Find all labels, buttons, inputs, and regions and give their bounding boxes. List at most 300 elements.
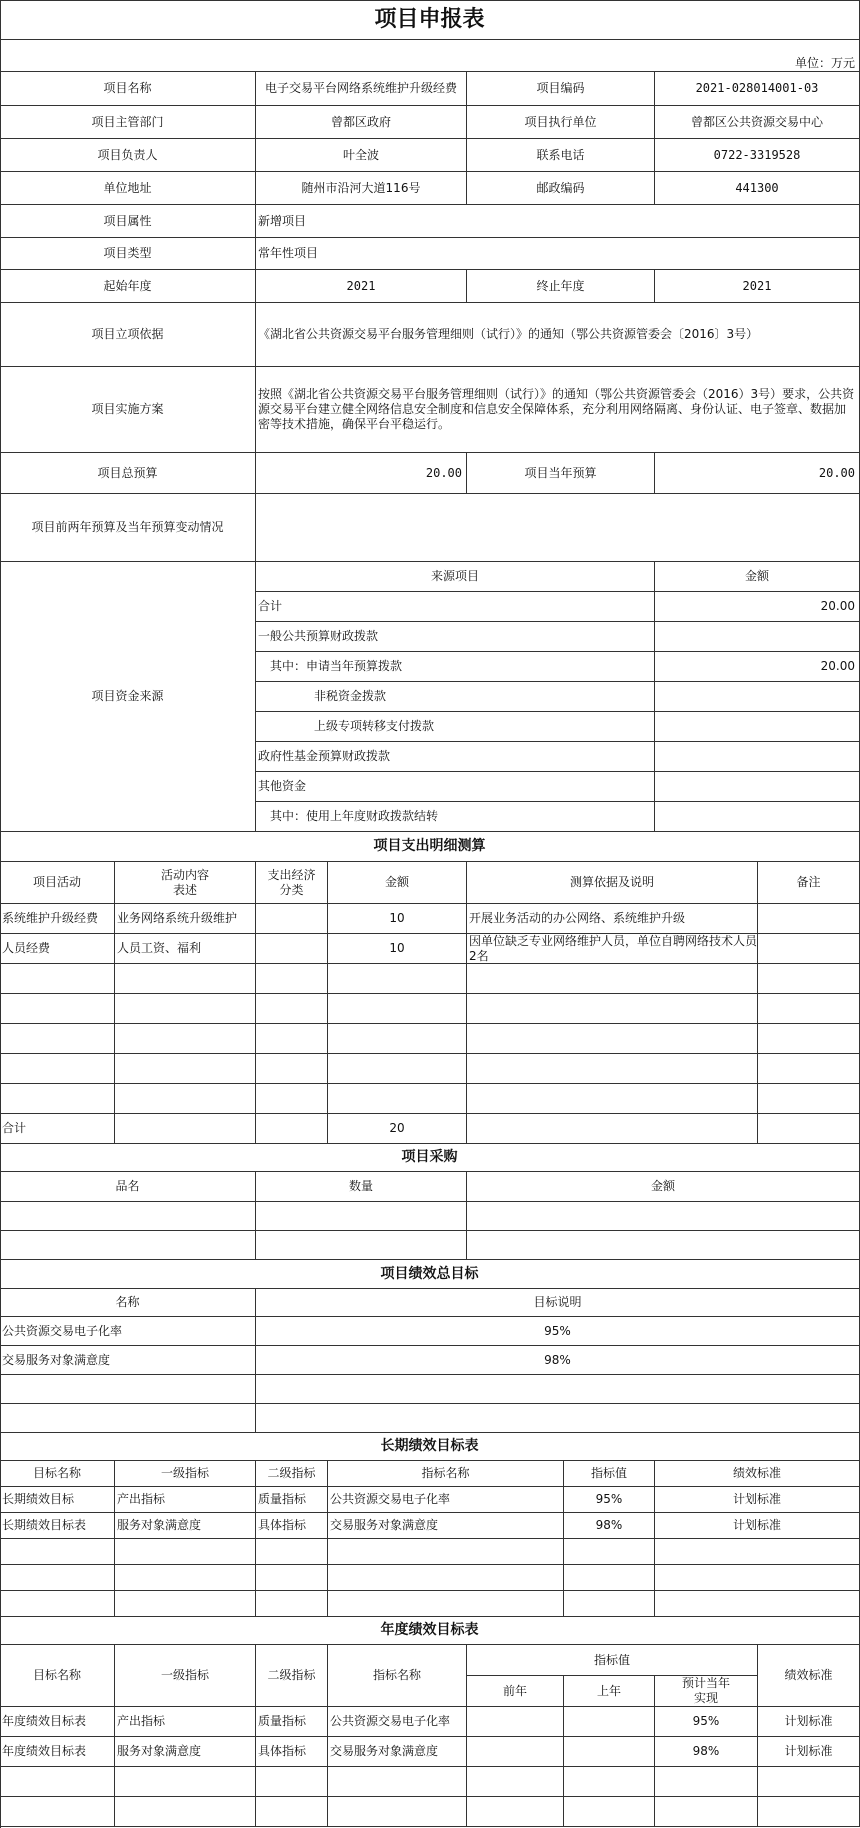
procurement-header-text: 数量 bbox=[348, 1179, 373, 1193]
expense-empty-cell bbox=[467, 994, 758, 1024]
field-value-plan bbox=[256, 367, 860, 453]
funding-row-name-text: 合计 bbox=[258, 599, 283, 613]
long-term-empty-cell bbox=[115, 1565, 256, 1591]
funding-row-name-text: 其中：申请当年预算拨款 bbox=[270, 659, 403, 673]
annual-prev2 bbox=[467, 1707, 564, 1737]
funding-row-name-text: 上级专项转移支付拨款 bbox=[314, 719, 435, 733]
expense-note bbox=[758, 904, 860, 934]
field-value-code-text: 2021-028014001-03 bbox=[695, 81, 819, 95]
annual-name bbox=[328, 1737, 467, 1767]
expense-empty-cell bbox=[758, 1024, 860, 1054]
expense-empty-cell bbox=[328, 994, 467, 1024]
expense-header bbox=[256, 862, 328, 904]
annual-std-text: 计划标准 bbox=[784, 1714, 833, 1728]
annual-std bbox=[758, 1737, 860, 1767]
expense-amount-text: 10 bbox=[389, 941, 405, 955]
field-value-attr-text: 新增项目 bbox=[258, 213, 307, 228]
field-value-end-text: 2021 bbox=[742, 278, 772, 293]
field-value-addr-text: 随州市沿河大道116号 bbox=[301, 180, 421, 195]
expense-header-text: 项目活动 bbox=[32, 875, 81, 889]
annual-header-value-text: 指标值 bbox=[593, 1652, 630, 1667]
annual-empty-cell bbox=[328, 1797, 467, 1827]
funding-source-label-text: 项目资金来源 bbox=[91, 689, 164, 703]
performance-goal-desc-text: 98% bbox=[544, 1352, 571, 1367]
funding-row-name bbox=[256, 802, 655, 832]
long-term-header-text: 一级指标 bbox=[160, 1466, 209, 1480]
field-label-leader bbox=[0, 139, 256, 172]
performance-goals-section-title bbox=[0, 1260, 860, 1289]
field-label-plan-text: 项目实施方案 bbox=[91, 402, 164, 416]
long-term-header bbox=[328, 1461, 564, 1487]
long-term-empty-cell bbox=[256, 1539, 328, 1565]
page-title bbox=[0, 0, 860, 40]
long-term-empty-cell bbox=[115, 1539, 256, 1565]
expense-total-label-text: 合计 bbox=[2, 1121, 27, 1135]
performance-goal-name-text: 交易服务对象满意度 bbox=[2, 1352, 111, 1367]
annual-empty-cell bbox=[564, 1797, 655, 1827]
expense-empty-cell bbox=[467, 1024, 758, 1054]
unit-label bbox=[0, 40, 860, 72]
expense-empty-cell bbox=[467, 1054, 758, 1084]
field-label-change bbox=[0, 494, 256, 562]
funding-header-source bbox=[256, 562, 655, 592]
expense-empty-cell bbox=[115, 1024, 256, 1054]
performance-goal-desc bbox=[256, 1346, 860, 1375]
long-term-empty-cell bbox=[328, 1591, 564, 1617]
field-label-total-text: 项目总预算 bbox=[97, 465, 158, 480]
field-label-code-text: 项目编码 bbox=[536, 81, 585, 95]
long-term-empty-cell bbox=[0, 1591, 115, 1617]
expense-header-text: 金额 bbox=[384, 875, 409, 889]
expense-empty-cell bbox=[328, 1054, 467, 1084]
annual-header-lvl1 bbox=[115, 1645, 256, 1707]
long-term-empty-cell bbox=[655, 1565, 860, 1591]
field-label-addr-text: 单位地址 bbox=[103, 180, 152, 195]
field-label-post bbox=[467, 172, 655, 205]
long-term-std bbox=[655, 1487, 860, 1513]
field-value-total bbox=[256, 453, 467, 494]
long-term-name-text: 公共资源交易电子化率 bbox=[330, 1492, 451, 1506]
annual-empty-cell bbox=[115, 1767, 256, 1797]
field-value-basis-text: 《湖北省公共资源交易平台服务管理细则（试行）》的通知（鄂公共资源管委会〔2016〕3号） bbox=[258, 327, 759, 341]
expense-header bbox=[328, 862, 467, 904]
expense-empty-cell bbox=[467, 964, 758, 994]
expense-empty-cell bbox=[328, 964, 467, 994]
expense-header bbox=[758, 862, 860, 904]
expense-empty-cell bbox=[467, 1084, 758, 1114]
long-term-header bbox=[0, 1461, 115, 1487]
expense-basis-text: 因单位缺乏专业网络维护人员，单位自聘网络技术人员2名 bbox=[469, 934, 758, 963]
field-value-leader bbox=[256, 139, 467, 172]
performance-goal-desc-text: 95% bbox=[544, 1323, 571, 1338]
procurement-empty-cell bbox=[256, 1231, 467, 1260]
long-term-lvl2 bbox=[256, 1513, 328, 1539]
annual-empty-cell bbox=[467, 1767, 564, 1797]
field-label-type bbox=[0, 238, 256, 270]
performance-goals-header-desc-text: 目标说明 bbox=[533, 1295, 582, 1309]
procurement-header-text: 品名 bbox=[115, 1179, 140, 1193]
expense-content bbox=[115, 934, 256, 964]
annual-prev1 bbox=[564, 1707, 655, 1737]
long-term-lvl1-text: 产出指标 bbox=[117, 1492, 166, 1506]
field-label-type-text: 项目类型 bbox=[103, 246, 152, 260]
long-term-empty-cell bbox=[256, 1591, 328, 1617]
funding-row-amount bbox=[655, 682, 860, 712]
expense-empty-cell bbox=[0, 994, 115, 1024]
funding-row-amount bbox=[655, 592, 860, 622]
performance-goal-name bbox=[0, 1317, 256, 1346]
annual-section-title bbox=[0, 1617, 860, 1645]
long-term-lvl1-text: 服务对象满意度 bbox=[117, 1518, 202, 1532]
field-label-dept bbox=[0, 106, 256, 139]
funding-header-source-text: 来源项目 bbox=[430, 569, 479, 583]
long-term-header-text: 绩效标准 bbox=[732, 1466, 781, 1480]
field-label-leader-text: 项目负责人 bbox=[97, 147, 158, 162]
expense-basis-text: 开展业务活动的办公网络、系统维护升级 bbox=[469, 911, 686, 925]
annual-lvl2-text: 具体指标 bbox=[258, 1744, 307, 1758]
expense-empty-cell bbox=[758, 964, 860, 994]
long-term-header-text: 指标值 bbox=[590, 1466, 627, 1480]
field-value-plan-text: 按照《湖北省公共资源交易平台服务管理细则（试行）》的通知（鄂公共资源管委会（2016）3号）要求，公共资源交易平台建立健全网络信息安全制度和信息安全保障体系，充分利用网络隔离、身份认证、电子签章、数据加密等技术措施，确保平台平稳运行。 bbox=[258, 387, 855, 431]
expense-section-title bbox=[0, 832, 860, 862]
expense-total-amount bbox=[328, 1114, 467, 1144]
procurement-empty-cell bbox=[256, 1202, 467, 1231]
funding-row-name bbox=[256, 652, 655, 682]
annual-header-value bbox=[467, 1645, 758, 1676]
procurement-section-title-text: 项目采购 bbox=[401, 1149, 458, 1165]
expense-empty-cell bbox=[758, 1054, 860, 1084]
expense-activity-text: 系统维护升级经费 bbox=[2, 911, 99, 925]
performance-empty-cell bbox=[256, 1375, 860, 1404]
field-value-type-text: 常年性项目 bbox=[258, 246, 319, 260]
long-term-empty-cell bbox=[0, 1539, 115, 1565]
expense-empty-cell bbox=[0, 1054, 115, 1084]
long-term-lvl2 bbox=[256, 1487, 328, 1513]
long-term-std bbox=[655, 1513, 860, 1539]
long-term-value bbox=[564, 1513, 655, 1539]
expense-empty-cell bbox=[256, 1084, 328, 1114]
annual-name-text: 公共资源交易电子化率 bbox=[330, 1714, 451, 1728]
procurement-empty-cell bbox=[467, 1231, 860, 1260]
expense-category bbox=[256, 934, 328, 964]
field-value-post-text: 441300 bbox=[735, 180, 779, 195]
long-term-std-text: 计划标准 bbox=[732, 1492, 781, 1506]
annual-std-text: 计划标准 bbox=[784, 1744, 833, 1758]
procurement-header bbox=[0, 1172, 256, 1202]
field-value-change bbox=[256, 494, 860, 562]
field-value-current-text: 20.00 bbox=[818, 465, 855, 480]
expense-empty-cell bbox=[256, 964, 328, 994]
long-term-target-text: 长期绩效目标表 bbox=[2, 1518, 87, 1532]
funding-row-name bbox=[256, 622, 655, 652]
annual-expect-text: 95% bbox=[692, 1714, 720, 1728]
funding-header-amount-text: 金额 bbox=[744, 569, 769, 583]
annual-empty-cell bbox=[655, 1767, 758, 1797]
performance-goals-header-desc bbox=[256, 1289, 860, 1317]
field-label-total bbox=[0, 453, 256, 494]
performance-empty-cell bbox=[0, 1375, 256, 1404]
field-label-start bbox=[0, 270, 256, 303]
annual-empty-cell bbox=[256, 1767, 328, 1797]
annual-empty-cell bbox=[256, 1797, 328, 1827]
expense-empty-cell bbox=[115, 1054, 256, 1084]
funding-row-name bbox=[256, 772, 655, 802]
field-label-addr bbox=[0, 172, 256, 205]
long-term-header bbox=[115, 1461, 256, 1487]
funding-row-name bbox=[256, 712, 655, 742]
expense-total-label bbox=[0, 1114, 115, 1144]
long-term-name-text: 交易服务对象满意度 bbox=[330, 1518, 439, 1532]
field-value-phone bbox=[655, 139, 860, 172]
field-value-dept bbox=[256, 106, 467, 139]
expense-empty-cell bbox=[256, 1114, 328, 1144]
annual-header-lvl1-text: 一级指标 bbox=[160, 1668, 209, 1682]
field-label-end bbox=[467, 270, 655, 303]
expense-empty-cell bbox=[256, 1054, 328, 1084]
expense-header bbox=[467, 862, 758, 904]
expense-content-text: 人员工资、福利 bbox=[117, 941, 202, 955]
field-value-name bbox=[256, 72, 467, 106]
funding-row-amount bbox=[655, 802, 860, 832]
long-term-empty-cell bbox=[564, 1539, 655, 1565]
funding-row-amount bbox=[655, 712, 860, 742]
field-value-name-text: 电子交易平台网络系统维护升级经费 bbox=[264, 81, 457, 95]
long-term-section-title-text: 长期绩效目标表 bbox=[380, 1438, 479, 1454]
annual-header-std-text: 绩效标准 bbox=[784, 1668, 833, 1682]
long-term-target bbox=[0, 1487, 115, 1513]
page-title-text: 项目申报表 bbox=[374, 7, 485, 32]
expense-content-text: 业务网络系统升级维护 bbox=[117, 911, 238, 925]
procurement-empty-cell bbox=[467, 1202, 860, 1231]
annual-empty-cell bbox=[328, 1767, 467, 1797]
long-term-lvl2-text: 质量指标 bbox=[258, 1492, 307, 1506]
expense-category bbox=[256, 904, 328, 934]
expense-amount-text: 10 bbox=[389, 911, 405, 925]
expense-activity-text: 人员经费 bbox=[2, 941, 51, 955]
annual-header-name-text: 指标名称 bbox=[372, 1668, 421, 1682]
expense-empty-cell bbox=[0, 1084, 115, 1114]
annual-header-expect bbox=[655, 1676, 758, 1707]
annual-lvl1-text: 服务对象满意度 bbox=[117, 1744, 202, 1758]
field-label-phone-text: 联系电话 bbox=[536, 147, 585, 162]
long-term-value-text: 95% bbox=[595, 1492, 623, 1506]
annual-header-target bbox=[0, 1645, 115, 1707]
expense-note bbox=[758, 934, 860, 964]
expense-activity bbox=[0, 934, 115, 964]
expense-empty-cell bbox=[328, 1084, 467, 1114]
expense-activity bbox=[0, 904, 115, 934]
annual-lvl2-text: 质量指标 bbox=[258, 1714, 307, 1728]
field-label-name bbox=[0, 72, 256, 106]
unit-label-text: 单位：万元 bbox=[794, 56, 855, 70]
long-term-section-title bbox=[0, 1433, 860, 1461]
long-term-header-text: 指标名称 bbox=[421, 1466, 470, 1480]
annual-expect-text: 98% bbox=[692, 1744, 720, 1758]
expense-empty-cell bbox=[115, 1114, 256, 1144]
annual-target-text: 年度绩效目标表 bbox=[2, 1714, 87, 1728]
field-value-dept-text: 曾都区政府 bbox=[330, 114, 391, 129]
performance-goals-section-title-text: 项目绩效总目标 bbox=[380, 1265, 479, 1282]
annual-header-prev1 bbox=[564, 1676, 655, 1707]
field-value-start-text: 2021 bbox=[346, 278, 376, 293]
annual-prev1 bbox=[564, 1737, 655, 1767]
annual-empty-cell bbox=[467, 1797, 564, 1827]
expense-empty-cell bbox=[256, 994, 328, 1024]
long-term-name bbox=[328, 1487, 564, 1513]
procurement-section-title bbox=[0, 1144, 860, 1172]
expense-header-text: 备注 bbox=[796, 875, 821, 889]
funding-row-name-text: 非税资金拨款 bbox=[314, 689, 387, 703]
field-value-phone-text: 0722-3319528 bbox=[713, 147, 801, 162]
field-value-code bbox=[655, 72, 860, 106]
performance-empty-cell bbox=[0, 1404, 256, 1433]
expense-header bbox=[0, 862, 115, 904]
funding-row-amount-text: 20.00 bbox=[820, 659, 855, 673]
expense-empty-cell bbox=[0, 964, 115, 994]
long-term-header-text: 二级指标 bbox=[267, 1466, 316, 1480]
expense-header-text: 活动内容 表述 bbox=[160, 867, 209, 897]
expense-amount bbox=[328, 934, 467, 964]
annual-empty-cell bbox=[0, 1797, 115, 1827]
funding-row-name-text: 一般公共预算财政拨款 bbox=[258, 629, 379, 643]
annual-header-target-text: 目标名称 bbox=[32, 1668, 81, 1682]
funding-row-name bbox=[256, 742, 655, 772]
long-term-std-text: 计划标准 bbox=[732, 1518, 781, 1532]
performance-goals-header-name-text: 名称 bbox=[115, 1295, 140, 1309]
annual-empty-cell bbox=[0, 1767, 115, 1797]
annual-empty-cell bbox=[758, 1767, 860, 1797]
expense-amount bbox=[328, 904, 467, 934]
long-term-target-text: 长期绩效目标 bbox=[2, 1492, 75, 1506]
field-value-basis bbox=[256, 303, 860, 367]
funding-row-name bbox=[256, 682, 655, 712]
field-value-post bbox=[655, 172, 860, 205]
field-label-phone bbox=[467, 139, 655, 172]
expense-empty-cell bbox=[467, 1114, 758, 1144]
funding-row-name-text: 其中：使用上年度财政拨款结转 bbox=[270, 809, 439, 823]
field-label-basis-text: 项目立项依据 bbox=[91, 327, 164, 341]
annual-header-prev2-text: 前年 bbox=[502, 1683, 527, 1698]
field-label-plan bbox=[0, 367, 256, 453]
long-term-empty-cell bbox=[655, 1591, 860, 1617]
expense-empty-cell bbox=[758, 1114, 860, 1144]
expense-basis bbox=[467, 934, 758, 964]
annual-std bbox=[758, 1707, 860, 1737]
annual-expect bbox=[655, 1737, 758, 1767]
long-term-header-text: 目标名称 bbox=[32, 1466, 81, 1480]
field-label-current-text: 项目当年预算 bbox=[524, 465, 597, 480]
field-label-post-text: 邮政编码 bbox=[536, 180, 585, 195]
performance-empty-cell bbox=[256, 1404, 860, 1433]
field-value-current bbox=[655, 453, 860, 494]
field-value-end bbox=[655, 270, 860, 303]
funding-source-label bbox=[0, 562, 256, 832]
procurement-header-text: 金额 bbox=[650, 1179, 675, 1193]
expense-empty-cell bbox=[115, 1084, 256, 1114]
field-value-type bbox=[256, 238, 860, 270]
annual-header-expect-text: 预计当年 实现 bbox=[681, 1676, 730, 1705]
field-label-attr bbox=[0, 205, 256, 238]
long-term-lvl1 bbox=[115, 1487, 256, 1513]
long-term-header bbox=[256, 1461, 328, 1487]
field-label-basis bbox=[0, 303, 256, 367]
field-label-exec bbox=[467, 106, 655, 139]
field-label-change-text: 项目前两年预算及当年预算变动情况 bbox=[31, 520, 224, 534]
field-label-current bbox=[467, 453, 655, 494]
performance-goal-name-text: 公共资源交易电子化率 bbox=[2, 1323, 123, 1338]
annual-empty-cell bbox=[115, 1797, 256, 1827]
annual-header-name bbox=[328, 1645, 467, 1707]
annual-header-std bbox=[758, 1645, 860, 1707]
expense-empty-cell bbox=[0, 1024, 115, 1054]
expense-empty-cell bbox=[758, 1084, 860, 1114]
expense-empty-cell bbox=[115, 994, 256, 1024]
long-term-header bbox=[655, 1461, 860, 1487]
procurement-header bbox=[467, 1172, 860, 1202]
field-label-dept-text: 项目主管部门 bbox=[91, 114, 164, 129]
long-term-target bbox=[0, 1513, 115, 1539]
performance-goal-desc bbox=[256, 1317, 860, 1346]
field-label-name-text: 项目名称 bbox=[103, 81, 152, 95]
funding-row-name-text: 其他资金 bbox=[258, 779, 307, 793]
field-label-attr-text: 项目属性 bbox=[103, 213, 152, 228]
long-term-empty-cell bbox=[655, 1539, 860, 1565]
funding-row-amount bbox=[655, 772, 860, 802]
funding-row-amount-text: 20.00 bbox=[820, 599, 855, 613]
expense-header-text: 测算依据及说明 bbox=[569, 875, 654, 889]
annual-name-text: 交易服务对象满意度 bbox=[330, 1744, 439, 1758]
field-label-end-text: 终止年度 bbox=[536, 278, 585, 293]
annual-header-prev1-text: 上年 bbox=[596, 1683, 621, 1698]
funding-row-amount bbox=[655, 622, 860, 652]
long-term-empty-cell bbox=[256, 1565, 328, 1591]
annual-prev2 bbox=[467, 1737, 564, 1767]
annual-header-lvl2 bbox=[256, 1645, 328, 1707]
expense-empty-cell bbox=[758, 994, 860, 1024]
funding-header-amount bbox=[655, 562, 860, 592]
funding-row-name bbox=[256, 592, 655, 622]
long-term-empty-cell bbox=[328, 1539, 564, 1565]
annual-header-prev2 bbox=[467, 1676, 564, 1707]
annual-lvl1 bbox=[115, 1737, 256, 1767]
annual-target bbox=[0, 1707, 115, 1737]
long-term-empty-cell bbox=[328, 1565, 564, 1591]
annual-section-title-text: 年度绩效目标表 bbox=[380, 1622, 479, 1638]
funding-row-name-text: 政府性基金预算财政拨款 bbox=[258, 749, 391, 763]
annual-name bbox=[328, 1707, 467, 1737]
long-term-value-text: 98% bbox=[595, 1518, 623, 1532]
procurement-empty-cell bbox=[0, 1202, 256, 1231]
expense-basis bbox=[467, 904, 758, 934]
annual-expect bbox=[655, 1707, 758, 1737]
annual-lvl2 bbox=[256, 1707, 328, 1737]
field-value-exec bbox=[655, 106, 860, 139]
expense-total-amount-text: 20 bbox=[389, 1121, 405, 1135]
field-value-exec-text: 曾都区公共资源交易中心 bbox=[690, 114, 823, 129]
long-term-empty-cell bbox=[115, 1591, 256, 1617]
annual-lvl2 bbox=[256, 1737, 328, 1767]
annual-empty-cell bbox=[564, 1767, 655, 1797]
annual-lvl1-text: 产出指标 bbox=[117, 1714, 166, 1728]
expense-header bbox=[115, 862, 256, 904]
procurement-empty-cell bbox=[0, 1231, 256, 1260]
annual-target bbox=[0, 1737, 115, 1767]
field-label-exec-text: 项目执行单位 bbox=[524, 114, 597, 129]
expense-empty-cell bbox=[256, 1024, 328, 1054]
field-value-leader-text: 叶全波 bbox=[342, 147, 379, 162]
field-label-code bbox=[467, 72, 655, 106]
performance-goal-name bbox=[0, 1346, 256, 1375]
